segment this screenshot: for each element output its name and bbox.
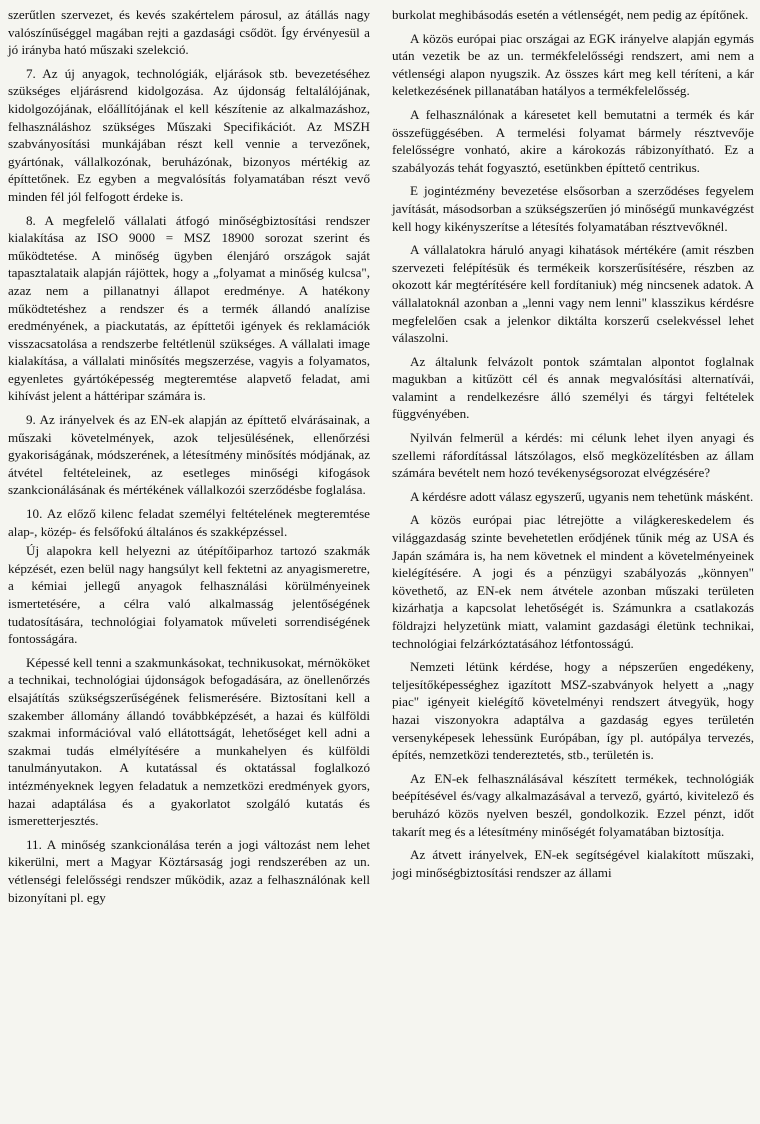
left-column (8, 6, 370, 1124)
paragraph: Képessé kell tenni a szakmunkásokat, technikusokat, mérnököket a technikai, technológiai újdonságok befogadására, az önellenőrzés elsajátítás szükségszerűségének felismerésére. Biztosítani kell a szakember állomány állandó továbbképzését, a hazai és külföldi szakmai információval való ellátottságát, lehetőséget kell adni a szakmai tudás elmélyítésére a munkahelyen és külföldi tanulmányutakon. A kutatással és oktatással foglalkozó intézményeknek legyen feladatuk a nemzetközi eredmények gyors, hazai adaptálása és a gyakorlatot szolgáló kutatás és ismeretterjesztés. (8, 654, 370, 829)
paragraph: szerűtlen szervezet, és kevés szakértelem párosul, az átállás nagy valószínűséggel magában rejti a gazdasági csődöt. Így érvényesül a jó irányba ható műszaki szelekció. (8, 7, 370, 58)
paragraph: A felhasználónak a káresetet kell bemutatni a termék és kár összefüggésében. A termelési folyamat bármely résztvevője felelősségre vonható, akire a károkozás rábizonyítható. Ez a szabályozás tehát fogyasztó, esetünkben építtető centrikus. (392, 106, 754, 175)
paragraph: Nemzeti létünk kérdése, hogy a népszerűen engedékeny, teljesítőképességhez igazított MSZ-szabványok helyett a „nagy piac" igényeit kielégítő követelményi rendszert átvegyük, hogy hazai viszonyokra adaptálva a gazdaság egyes területén versenyképesek lehessünk Európában, így pl. autópálya tervezés, építés, nemzetközi tendereztetés, stb., területén is. (392, 659, 754, 763)
paragraph: Az EN-ek felhasználásával készített termékek, technológiák beépítésével és/vagy alkalmazásával a tervező, gyártó, kivitelező és beruházó közös nyelven beszél, gondolkozik. Ezzel pénzt, időt takarít meg és a létesítmény minőségét folyamatában biztosítja. (392, 770, 754, 839)
paragraph: A közös európai piac létrejötte a világkereskedelem és világgazdaság szinte bevehetetlen erődjének tűnik még az USA és Japán számára is, ha nem követnek el mindent a követelményeinek kielégítésére. A jogi és a pénzügyi szabályozás „könnyen" követhető, az EN-ek nem átvétele azonban műszaki területen kizárhatja a kapcsolat lehetőségét is. Számunkra a csatlakozás földrajzi helyzetünk miatt, valamint gazdasági életünk technikai, technológiai felzárkóztatásához létfontosságú. (392, 512, 754, 651)
paragraph: Nyilván felmerül a kérdés: mi célunk lehet ilyen anyagi és szellemi ráfordítással látszólagos, első megközelítésben az állam számára bevételt nem hozó tevékenységsorozat elvégzésére? (392, 430, 754, 481)
paragraph: Az átvett irányelvek, EN-ek segítségével kialakított műszaki, jogi minőségbiztosítási rendszer az állami (392, 847, 754, 880)
paragraph: A kérdésre adott válasz egyszerű, ugyanis nem tehetünk másként. (410, 488, 754, 504)
paragraph: A vállalatokra háruló anyagi kihatások mértékére (amit részben szervezeti felépítésük és termékeik korszerűsítésére, részben az okozott kár megtérítésére kell fordítaniuk) még nincsenek adatok. A vállalatoknál azonban a „lenni vagy nem lenni" klasszikus kérdésre megfelelően csak a jelenkor diktálta korszerű cselekvéssel lehet válaszolni. (392, 242, 754, 346)
paragraph: E jogintézmény bevezetése elsősorban a szerződéses fegyelem javítását, másodsorban a szükségszerűen jó minőségű munkavégzést kell hogy kikényszerítse a létesítés folyamatában résztvevőknél. (392, 183, 754, 234)
paragraph: burkolat meghibásodás esetén a vétlenségét, nem pedig az építőnek. (392, 7, 749, 22)
paragraph: Új alapokra kell helyezni az útépítőiparhoz tartozó szakmák képzését, ezen belül nagy hangsúlyt kell fektetni az anyagismeretre, a kémiai jellegű anyagok felhasználási körülményeinek ismertetésére, a célra való alkalmasság jelentőségének tudatosítására, technológiai folyamatok műveleti sorrendiségének fontosságára. (8, 543, 370, 647)
paragraph: 11. A minőség szankcionálása terén a jogi változást nem lehet kikerülni, mert a Magyar Köztársaság jogi rendszerében az un. vétlenségi felelősségi rendszer működik, azaz a felhasználónak kell bizonyítani pl. egy (8, 836, 370, 905)
paragraph: 10. Az előző kilenc feladat személyi feltételének megteremtése alap-, közép- és felsőfokú általános és szakképzéssel. (8, 506, 370, 539)
right-column (392, 6, 754, 1124)
paragraph: 9. Az irányelvek és az EN-ek alapján az építtető elvárásainak, a műszaki követelmények, azok teljesülésének, ellenőrzési gyakoriságának, módszerének, a létesítmény minősítés módjának, az átvétel feltételeinek, az esetleges minőségi kifogások szankcionálásának és mértékének vállalkozói szerződésbe foglalása. (8, 412, 370, 498)
paragraph: A közös európai piac országai az EGK irányelve alapján egymás után vezetik be az un. termékfelelősségi rendszert, ami nem a vétlenségi alapon nyugszik. Az összes kárt meg kell téríteni, a kár keletkezésének pillanatában hatályos a termékfelelősség. (392, 30, 754, 99)
paragraph: Az általunk felvázolt pontok számtalan alpontot foglalnak magukban a kitűzött cél és annak megvalósítási alternatívái, valamint a rendelkezésre álló személyi és tárgyi feltételek függvényében. (392, 353, 754, 422)
paragraph: 8. A megfelelő vállalati átfogó minőségbiztosítási rendszer kialakítása az ISO 9000 = MSZ 18900 sorozat szerint és működtetése. A minőség ügyben élenjáró országok saját tapasztalataik alapján rájöttek, hogy a „folyamat a minőség kulcsa", azaz nem a pillanatnyi állapot eredménye. A hatékony működtetéshez a rendszer és a termék állandó analízise eredményének, a piackutatás, az építtetői igények és reklamációk visszacsatolása a rendszerbe feltétlenül szükséges. A vállalati image kialakítása, a vállalati minősítés megszerzése, vagyis a folyamatos, egyenletes gyártóképesség megteremtése alapvető feladat, ami kihívást jelent a háttéripar számára is. (8, 212, 370, 404)
paragraph: 7. Az új anyagok, technológiák, eljárások stb. bevezetéséhez szükséges eljárásrend kidolgozása. Az újdonság feltalálójának, kidolgozójának, előállítójának el kell készítenie az alkalmazáshoz, felhasználáshoz szükséges Műszaki Specifikációt. Az MSZH szabványosítási munkájában részt kell vennie a tervezőnek, gyártónak, vállalkozónak, beruházónak, bizonyos mértékig az építtetőnek. Ez egyben a megvalósítás folyamatában részt vevő minden fél jól felfogott érdeke is. (8, 65, 370, 204)
